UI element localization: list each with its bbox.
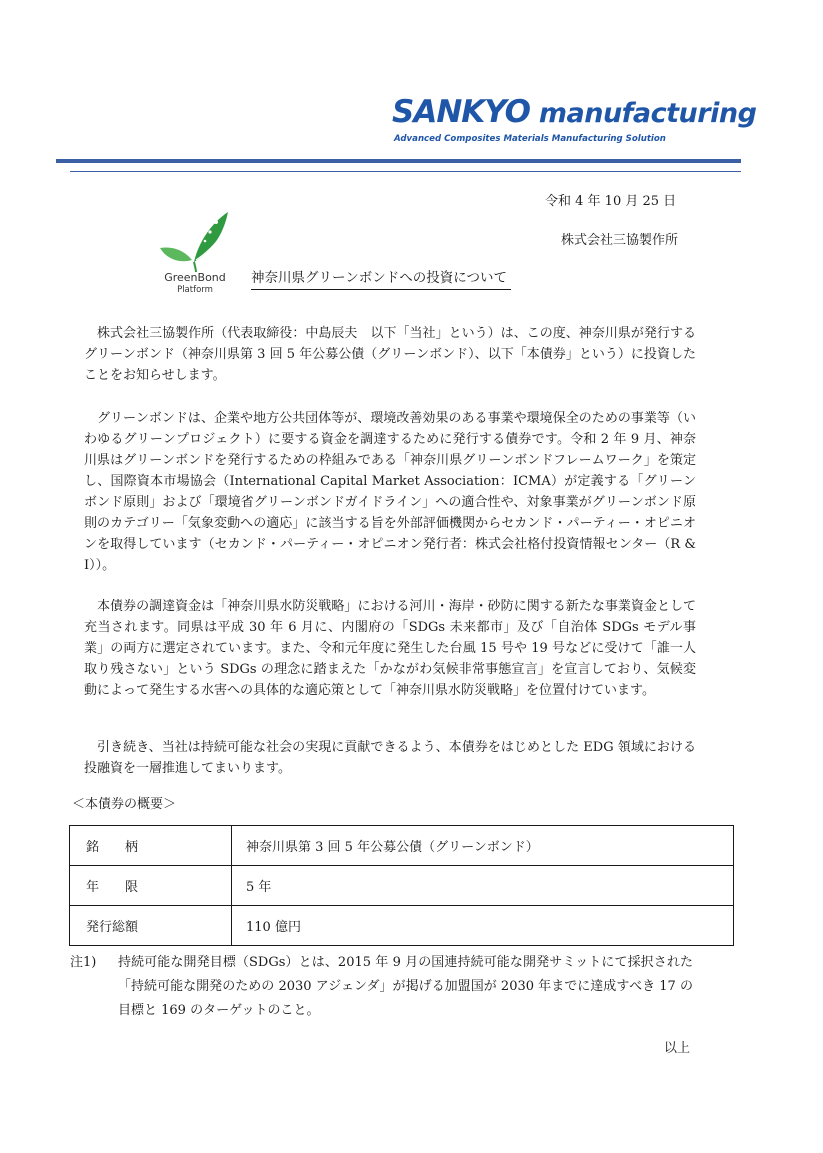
logo-brand: SANKYO [392,94,530,130]
note-label: 注1) [70,955,97,970]
logo-word: manufacturing [529,98,757,129]
header-rule-thin [70,171,741,172]
bond-summary-table [69,825,734,946]
issuer-company: 株式会社三協製作所 [561,233,679,248]
header-rule-thick [56,159,741,163]
row-value: 神奈川県第 3 回 5 年公募公債（グリーンボンド） [232,826,734,866]
paragraph-funds: 本債券の調達資金は「神奈川県水防災戦略」における河川・海岸・砂防に関する新たな事業資金として充当されます。同県は平成 30 年 6 月に、内閣府の「SDGs 未来都市」及び「自治体 SDGs モデル事業」の両方に選定されています。また、令和元年度に発生した台風 15 号や 19 号などに受けて「誰一人取り残さない」という SDGs の理念に踏まえた「かながわ気候非常事態宣言」を宣言しており、気候変動によって発生する水害への具体的な適応策として「神奈川県水防災戦略」を位置付けています。 [84,599,696,698]
row-key: 銘 柄 [70,826,232,866]
table-row [70,866,734,906]
row-value: 5 年 [232,866,734,906]
logo-tagline: Advanced Composites Materials Manufacturing Solution [394,134,666,144]
paragraph-intro: 株式会社三協製作所（代表取締役：中島辰夫 以下「当社」という）は、この度、神奈川県が発行するグリーンボンド（神奈川県第 3 回 5 年公募公債（グリーンボンド）、以下「本債券」という）に投資したことをお知らせします。 [84,326,696,383]
paragraph-closing: 引き続き、当社は持続可能な社会の実現に貢献できるよう、本債券をはじめとした EDG 領域における投融資を一層推進してまいります。 [84,740,696,776]
row-key: 発行総額 [70,906,232,946]
row-key: 年 限 [70,866,232,906]
row-value: 110 億円 [232,906,734,946]
sankyo-logo [392,94,757,134]
note-text: 持続可能な開発目標（SDGs）とは、2015 年 9 月の国連持続可能な開発サミットにて採択された「持続可能な開発のための 2030 アジェンダ」が掲げる加盟国が 2030 年までに達成すべき 17 の目標と 169 のターゲットのこと。 [118,955,693,1018]
greenbond-name: GreenBond [164,271,226,284]
table-row [70,826,734,866]
greenbond-sub: Platform [177,285,213,295]
summary-heading: ＜本債券の概要＞ [72,797,177,812]
document-date: 令和 4 年 10 月 25 日 [545,194,677,209]
paragraph-greenbond: グリーンボンドは、企業や地方公共団体等が、環境改善効果のある事業や環境保全のための事業等（いわゆるグリーンプロジェクト）に要する資金を調達するために発行する債券です。令和 2 年 9 月、神奈川県はグリーンボンドを発行するための枠組みである「神奈川県グリーンボンドフレームワーク」を策定し、国際資本市場協会（International Capital Market Association：ICMA）が定義する「グリーンボンド原則」および「環境省グリーンボンドガイドライン」への適合性や、対象事業がグリーンボンド原則のカテゴリー「気象変動への適応」に該当する旨を外部評価機関からセカンド・パーティー・オピニオンを取得しています（セカンド・パーティー・オピニオン発行者：株式会社格付投資情報センター（R & I））。 [84,411,696,573]
closing-mark: 以上 [664,1041,691,1056]
table-row [70,906,734,946]
document-title: 神奈川県グリーンボンドへの投資について [251,266,511,290]
